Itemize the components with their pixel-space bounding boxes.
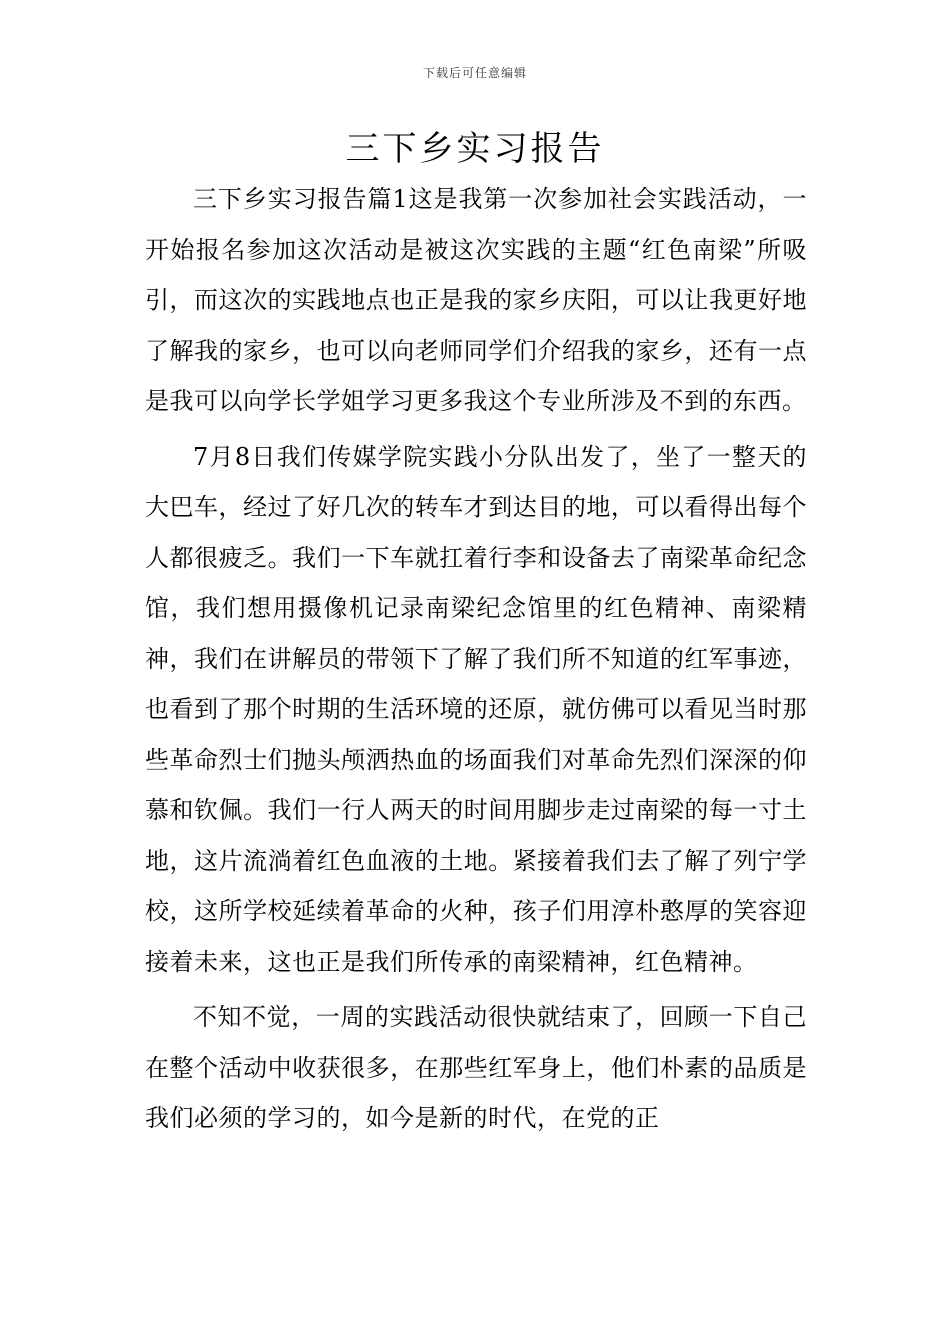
header-note: 下载后可任意编辑: [422, 66, 527, 80]
paragraph-2: 7月8日我们传媒学院实践小分队出发了，坐了一整天的大巴车，经过了好几次的转车才到达目的地，可以看得出每个人都很疲乏。我们一下车就扛着行李和设备去了南梁革命纪念馆，我们想用摄像机记录南梁纪念馆里的红色精神、南梁精神，我们在讲解员的带领下了解了我们所不知道的红军事迹，也看到了那个时期的生活环境的还原，就仿佛可以看见当时那些革命烈士们抛头颅洒热血的场面我们对革命先烈们深深的仰慕和钦佩。我们一行人两天的时间用脚步走过南梁的每一寸土地，这片流淌着红色血液的土地。紧接着我们去了解了列宁学校，这所学校延续着革命的火种，孩子们用淳朴憨厚的笑容迎接着未来，这也正是我们所传承的南梁精神，红色精神。: [145, 442, 807, 976]
paragraph-1: 三下乡实习报告篇1这是我第一次参加社会实践活动，一开始报名参加这次活动是被这次实践的主题“红色南梁”所吸引，而这次的实践地点也正是我的家乡庆阳，可以让我更好地了解我的家乡，也可以向老师同学们介绍我的家乡，还有一点是我可以向学长学姐学习更多我这个专业所涉及不到的东西。: [145, 185, 807, 415]
document-title: 三下乡实习报告: [345, 129, 605, 169]
document-body: [145, 174, 807, 1144]
paragraph-3: 不知不觉，一周的实践活动很快就结束了，回顾一下自己在整个活动中收获很多，在那些红军身上，他们朴素的品质是我们必须的学习的，如今是新的时代，在党的正: [145, 1003, 807, 1132]
